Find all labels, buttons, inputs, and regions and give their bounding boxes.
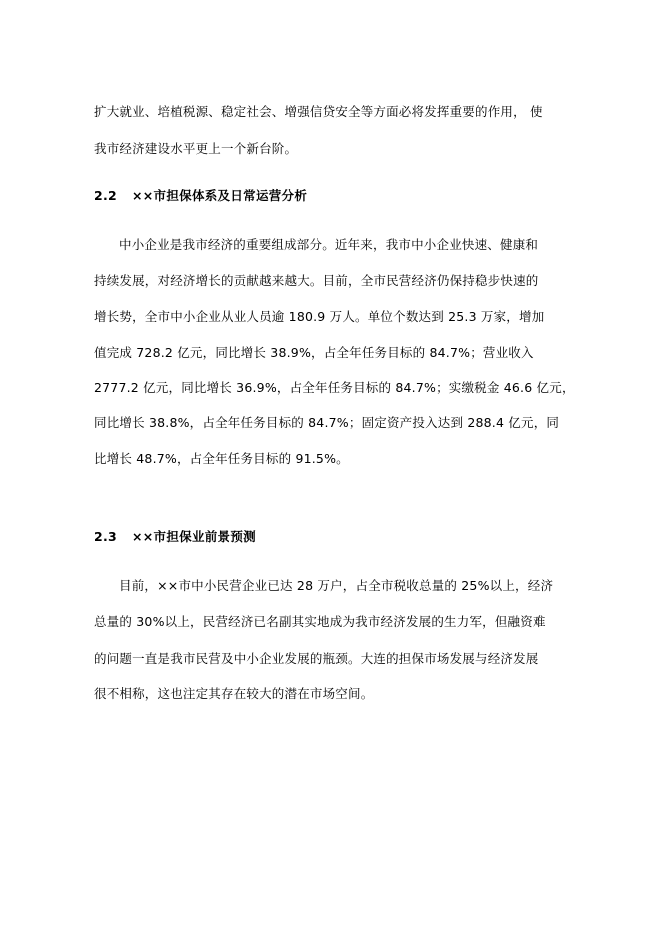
section-2-2-line-6: 同比增长 38.8%，占全年任务目标的 84.7%；固定资产投入达到 288.4 亿元，同 <box>94 415 560 430</box>
section-2-2-number: 2.2 <box>94 188 118 203</box>
intro-line-1: 扩大就业、培植税源、稳定社会、增强信贷安全等方面必将发挥重要的作用， 使 <box>94 104 543 119</box>
intro-line-2: 我市经济建设水平更上一个新台阶。 <box>94 141 298 156</box>
section-2-3-number: 2.3 <box>94 529 118 544</box>
section-2-2-line-5: 2777.2 亿元，同比增长 36.9%，占全年任务目标的 84.7%；实缴税金 46.6 亿元， <box>94 380 575 395</box>
section-2-3-line-1: 目前，××市中小民营企业已达 28 万户，占全市税收总量的 25%以上，经济 <box>119 578 554 593</box>
section-2-3-heading <box>94 529 256 545</box>
section-2-3-title: ××市担保业前景预测 <box>132 529 256 544</box>
section-2-2-line-1: 中小企业是我市经济的重要组成部分。近年来，我市中小企业快速、健康和 <box>119 237 539 252</box>
section-2-3-line-3: 的问题一直是我市民营及中小企业发展的瓶颈。大连的担保市场发展与经济发展 <box>94 651 539 666</box>
section-2-3-line-4: 很不相称，这也注定其存在较大的潜在市场空间。 <box>94 686 374 701</box>
section-2-2-line-7: 比增长 48.7%，占全年任务目标的 91.5%。 <box>94 451 349 466</box>
section-2-2-heading <box>94 188 307 204</box>
section-2-2-line-2: 持续发展，对经济增长的贡献越来越大。目前，全市民营经济仍保持稳步快速的 <box>94 273 539 288</box>
section-2-2-line-4: 值完成 728.2 亿元，同比增长 38.9%，占全年任务目标的 84.7%；营业收入 <box>94 345 534 360</box>
section-2-2-line-3: 增长势，全市中小企业从业人员逾 180.9 万人。单位个数达到 25.3 万家，增加 <box>94 309 545 324</box>
section-2-3-line-2: 总量的 30%以上，民营经济已名副其实地成为我市经济发展的生力军，但融资难 <box>94 614 546 629</box>
section-2-2-title: ××市担保体系及日常运营分析 <box>132 188 308 203</box>
